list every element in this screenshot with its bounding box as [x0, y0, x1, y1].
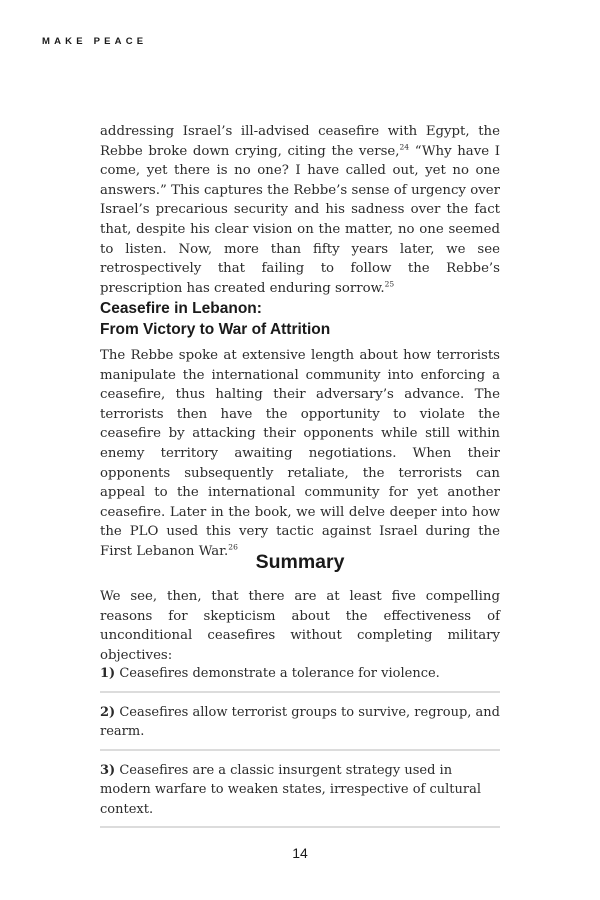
section-heading-line-2: From Victory to War of Attrition [100, 321, 331, 338]
lebanon-paragraph [100, 346, 500, 562]
lebanon-text: The Rebbe spoke at extensive length about how terrorists manipulate the international community into enforcing a ceasefire, thus halting their adversary’s advance. The terrorists then have the opportunity to violate the ceasefire by attacking their opponents while still within enemy territory awaiting negotiations. When their opponents subsequently retaliate, the terrorists can appeal to the international community for yet another ceasefire. Later in the book, we will delve deeper into how the PLO used this very tactic against Israel during the First Lebanon War. [100, 348, 500, 559]
intro-text-a: addressing Israel’s ill-advised ceasefire with Egypt, the Rebbe broke down crying, citing the verse, [100, 124, 500, 159]
page-number: 14 [292, 845, 308, 861]
intro-paragraph [100, 122, 500, 298]
list-item-text: Ceasefires allow terrorist groups to survive, regroup, and rearm. [100, 704, 500, 739]
list-item [100, 703, 500, 751]
intro-text-b: “Why have I come, yet there is no one? I have called out, yet no one answers.” This captures the Rebbe’s sense of urgency over Israel’s precarious security and his sadness over the fact that, despite his clear vision on the matter, no one seemed to listen. Now, more than fifty years later, we see retrospectively that failing to follow the Rebbe’s prescription has created enduring sorrow. [100, 143, 500, 296]
intro-paragraph-block [100, 122, 500, 298]
footnote-ref-24[interactable]: 24 [399, 142, 410, 152]
list-item-number: 3) [100, 762, 116, 778]
lebanon-paragraph-block [100, 346, 500, 562]
section-heading-line-1: Ceasefire in Lebanon: [100, 300, 262, 317]
list-item-number: 2) [100, 704, 116, 720]
footnote-ref-26[interactable]: 26 [228, 542, 238, 552]
summary-paragraph: We see, then, that there are at least five compelling reasons for skepticism about the effectiveness of unconditional ceasefires without completing military objectives: [100, 589, 500, 663]
section-heading [100, 298, 500, 340]
list-item [100, 664, 500, 693]
list-item-text: Ceasefires demonstrate a tolerance for violence. [115, 666, 440, 681]
reasons-list [100, 664, 500, 838]
list-item-text: Ceasefires are a classic insurgent strategy used in modern warfare to weaken states, irrespective of cultural context. [100, 762, 482, 817]
list-item [100, 761, 500, 829]
list-item-number: 1) [100, 666, 116, 681]
footnote-ref-25[interactable]: 25 [384, 279, 395, 289]
summary-heading: Summary [255, 551, 345, 573]
running-head: MAKE PEACE [42, 36, 148, 47]
summary-paragraph-block [100, 587, 500, 665]
